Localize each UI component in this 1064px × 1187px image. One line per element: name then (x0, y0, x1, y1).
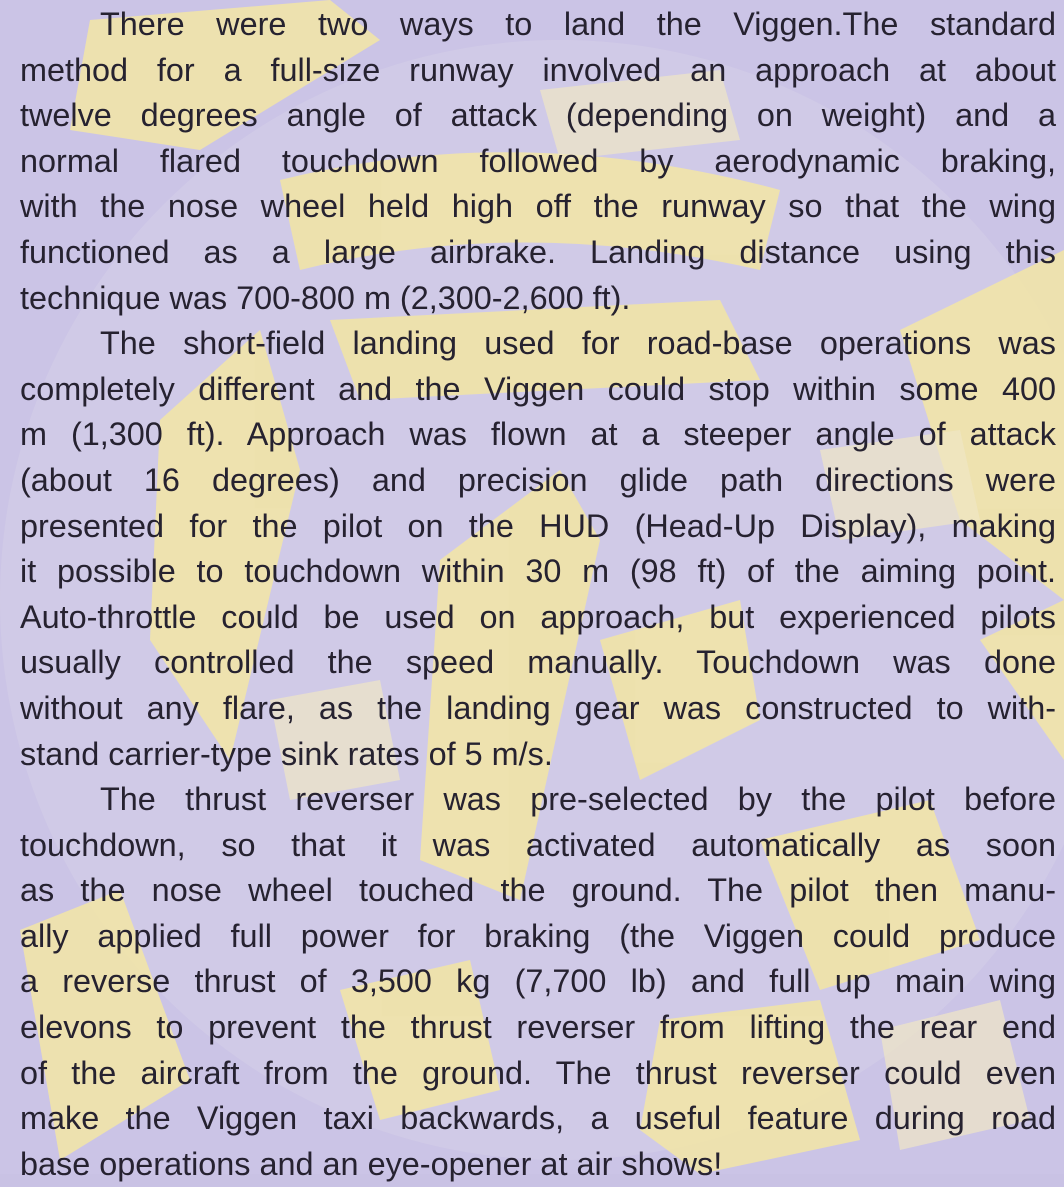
text-line: without any flare, as the landing gear was constructed to with- (20, 689, 1056, 726)
text-line: There were two ways to land the Viggen.The standard (100, 6, 1056, 42)
text-line: it possible to touchdown within 30 m (98 ft) of the aiming point. (20, 553, 1056, 590)
article-text (20, 2, 1056, 1187)
text-line: a reverse thrust of 3,500 kg (7,700 lb) and full up main wing (20, 963, 1056, 1000)
text-line: presented for the pilot on the HUD (Head-Up Display), making (20, 507, 1056, 544)
text-line: make the Viggen taxi backwards, a useful feature during road (20, 1100, 1056, 1137)
paragraph-landing-methods (20, 2, 1056, 321)
paragraph-thrust-reverser (20, 777, 1056, 1187)
text-line: with the nose wheel held high off the runway so that the wing (20, 188, 1056, 225)
text-line: completely different and the Viggen could stop within some 400 (20, 370, 1056, 407)
text-line: as the nose wheel touched the ground. The pilot then manu- (20, 872, 1056, 909)
text-line: The thrust reverser was pre-selected by the pilot before (100, 781, 1056, 818)
text-line: usually controlled the speed manually. Touchdown was done (20, 644, 1056, 681)
text-line: normal flared touchdown followed by aerodynamic braking, (20, 142, 1056, 179)
text-line: of the aircraft from the ground. The thrust reverser could even (20, 1054, 1056, 1091)
text-line: m (1,300 ft). Approach was flown at a steeper angle of attack (20, 416, 1056, 453)
text-line: functioned as a large airbrake. Landing distance using this (20, 233, 1056, 270)
text-line: Auto-throttle could be used on approach, but experienced pilots (20, 598, 1056, 635)
text-line: method for a full-size runway involved an approach at about (20, 51, 1056, 88)
text-line: (about 16 degrees) and precision glide path directions were (20, 461, 1056, 498)
text-line: base operations and an eye-opener at air shows! (20, 1145, 723, 1182)
text-line: elevons to prevent the thrust reverser from lifting the rear end (20, 1009, 1056, 1046)
text-line: touchdown, so that it was activated automatically as soon (20, 826, 1056, 863)
text-line: twelve degrees angle of attack (depending on weight) and a (20, 97, 1056, 134)
paragraph-short-field-landing (20, 321, 1056, 777)
text-line: ally applied full power for braking (the Viggen could produce (20, 917, 1056, 954)
text-line: stand carrier-type sink rates of 5 m/s. (20, 735, 553, 772)
text-line: The short-field landing used for road-base operations was (100, 325, 1056, 362)
text-line: technique was 700-800 m (2,300-2,600 ft). (20, 279, 631, 316)
